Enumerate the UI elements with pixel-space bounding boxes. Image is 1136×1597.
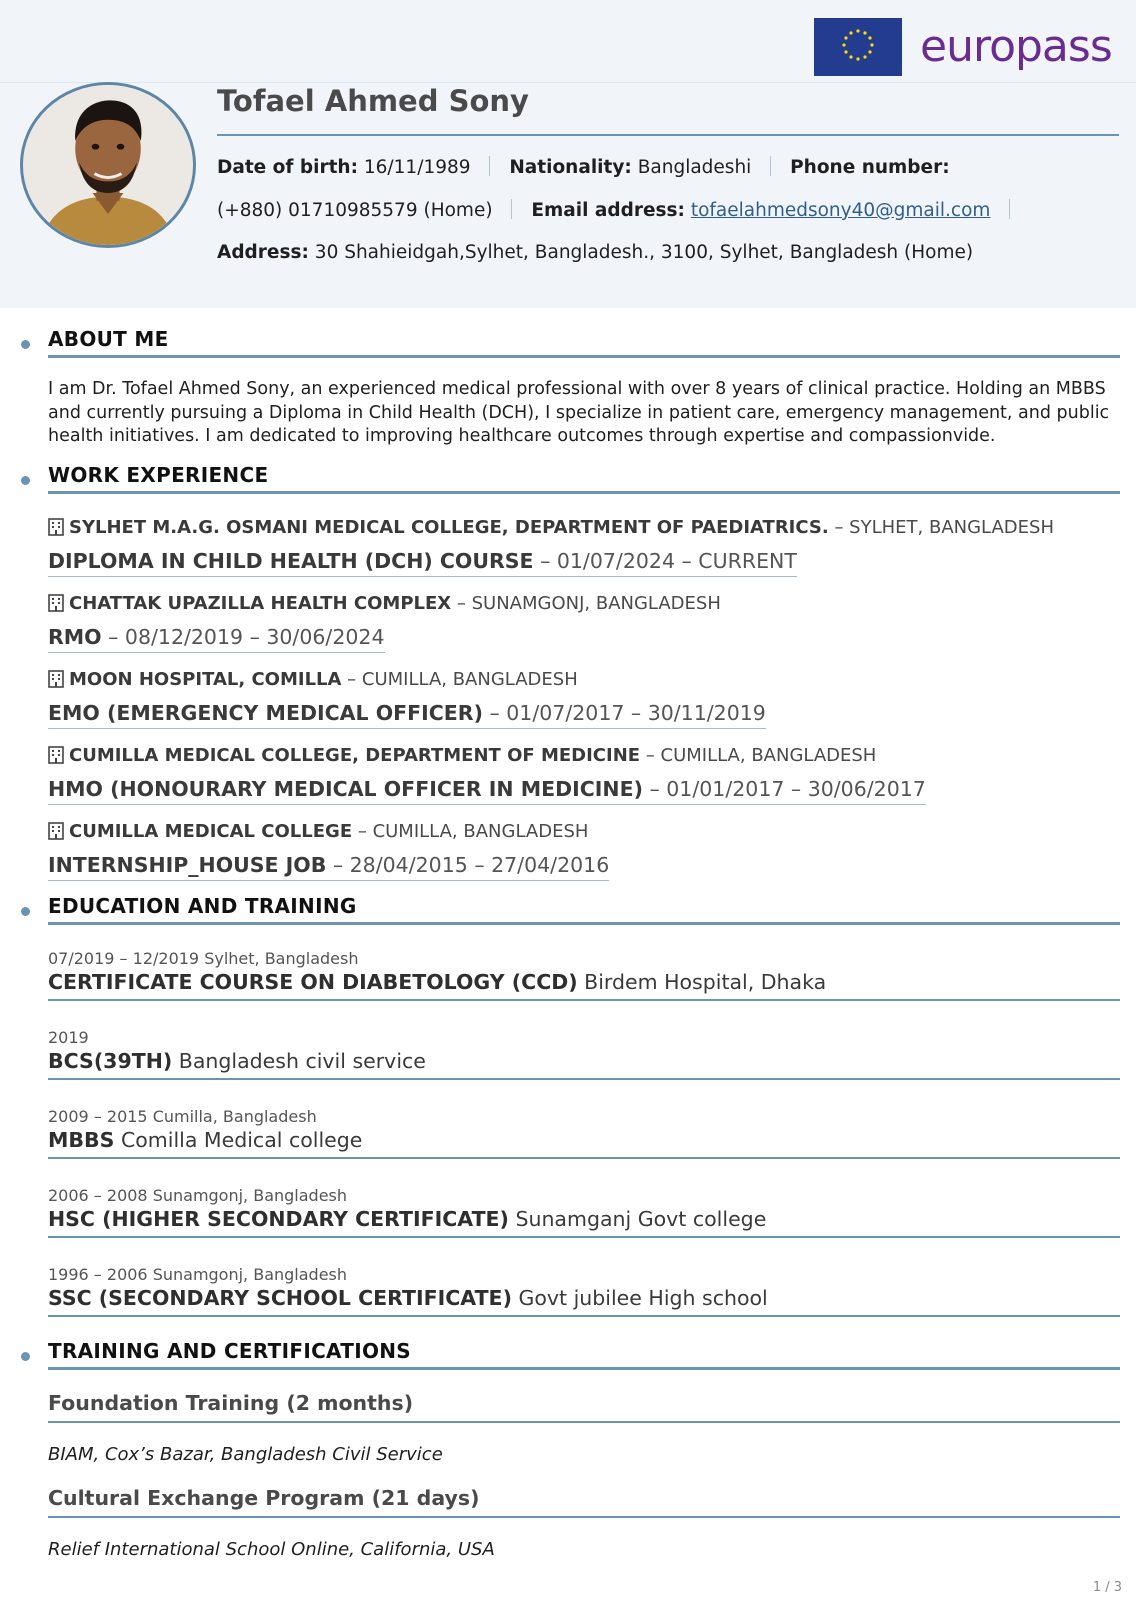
section-bullet xyxy=(21,476,30,485)
degree: CERTIFICATE COURSE ON DIABETOLOGY (CCD) xyxy=(48,970,578,994)
job-employer xyxy=(48,821,588,842)
degree: MBBS xyxy=(48,1128,115,1152)
about-rule xyxy=(48,355,1120,358)
about-title: ABOUT ME xyxy=(48,327,169,351)
role-title: HMO (HONOURARY MEDICAL OFFICER IN MEDICINE) xyxy=(48,777,643,801)
training-name: Cultural Exchange Program (21 days) xyxy=(48,1486,480,1510)
job-employer xyxy=(48,745,876,766)
name-divider xyxy=(217,134,1119,136)
header-divider xyxy=(0,82,1136,83)
europass-logo: europass xyxy=(920,21,1112,72)
building-icon xyxy=(48,822,64,840)
employer-name: SYLHET M.A.G. OSMANI MEDICAL COLLEGE, DEPARTMENT OF PAEDIATRICS. xyxy=(69,517,829,538)
employer-location: – SUNAMGONJ, BANGLADESH xyxy=(451,593,721,614)
address-value: 30 Shahieidgah,Sylhet, Bangladesh., 3100, Sylhet, Bangladesh (Home) xyxy=(314,242,974,263)
role-title: RMO xyxy=(48,625,102,649)
education-date: 2009 – 2015 Cumilla, Bangladesh xyxy=(48,1107,317,1126)
employer-name: MOON HOSPITAL, COMILLA xyxy=(69,669,342,690)
education-rule xyxy=(48,999,1120,1001)
page-number: 1 / 3 xyxy=(1092,1580,1122,1595)
work-title: WORK EXPERIENCE xyxy=(48,463,269,487)
role-dates: – 28/04/2015 – 27/04/2016 xyxy=(326,853,610,877)
dob-value: 16/11/1989 xyxy=(363,157,471,178)
training-name: Foundation Training (2 months) xyxy=(48,1391,414,1415)
employer-location: – CUMILLA, BANGLADESH xyxy=(640,745,877,766)
person-name: Tofael Ahmed Sony xyxy=(217,84,529,118)
training-org: Relief International School Online, California, USA xyxy=(48,1539,495,1560)
separator xyxy=(511,199,512,219)
education-rule xyxy=(48,1157,1120,1159)
employer-name: CHATTAK UPAZILLA HEALTH COMPLEX xyxy=(69,593,452,614)
education-rule xyxy=(48,1315,1120,1317)
education-rule xyxy=(48,1236,1120,1238)
education-entry xyxy=(48,1286,768,1310)
education-rule xyxy=(48,1078,1120,1080)
education-entry xyxy=(48,1049,426,1073)
building-icon xyxy=(48,670,64,688)
job-role xyxy=(48,625,385,653)
role-dates: – 08/12/2019 – 30/06/2024 xyxy=(101,625,385,649)
separator xyxy=(1009,199,1010,219)
contact-line-3 xyxy=(217,242,973,263)
phone-value: (+880) 01710985579 (Home) xyxy=(217,200,493,221)
education-entry xyxy=(48,1207,766,1231)
role-title: DIPLOMA IN CHILD HEALTH (DCH) COURSE xyxy=(48,549,534,573)
building-icon xyxy=(48,518,64,536)
education-entry xyxy=(48,1128,362,1152)
employer-location: – SYLHET, BANGLADESH xyxy=(828,517,1054,538)
education-date: 2006 – 2008 Sunamgonj, Bangladesh xyxy=(48,1186,348,1205)
employer-name: CUMILLA MEDICAL COLLEGE, DEPARTMENT OF MEDICINE xyxy=(69,745,641,766)
training-org: BIAM, Cox’s Bazar, Bangladesh Civil Service xyxy=(48,1444,443,1465)
degree: BCS(39TH) xyxy=(48,1049,173,1073)
education-rule xyxy=(48,922,1120,925)
institution: Govt jubilee High school xyxy=(511,1286,768,1310)
job-employer xyxy=(48,517,1054,538)
training-rule xyxy=(48,1516,1120,1518)
degree: SSC (SECONDARY SCHOOL CERTIFICATE) xyxy=(48,1286,512,1310)
education-date: 1996 – 2006 Sunamgonj, Bangladesh xyxy=(48,1265,348,1284)
role-title: INTERNSHIP_HOUSE JOB xyxy=(48,853,327,877)
phone-label: Phone number: xyxy=(790,157,950,178)
contact-line-1 xyxy=(217,156,950,178)
employer-location: – CUMILLA, BANGLADESH xyxy=(341,669,578,690)
section-bullet xyxy=(21,1352,30,1361)
contact-line-2 xyxy=(217,199,1023,221)
role-dates: – 01/07/2017 – 30/11/2019 xyxy=(482,701,766,725)
job-employer xyxy=(48,669,578,690)
employer-name: CUMILLA MEDICAL COLLEGE xyxy=(69,821,353,842)
section-bullet xyxy=(21,340,30,349)
separator xyxy=(489,156,490,176)
job-role xyxy=(48,549,797,577)
building-icon xyxy=(48,594,64,612)
institution: Bangladesh civil service xyxy=(172,1049,426,1073)
institution: Birdem Hospital, Dhaka xyxy=(577,970,827,994)
work-rule xyxy=(48,491,1120,494)
degree: HSC (HIGHER SECONDARY CERTIFICATE) xyxy=(48,1207,509,1231)
education-entry xyxy=(48,970,826,994)
training-title: TRAINING AND CERTIFICATIONS xyxy=(48,1339,412,1363)
training-rule xyxy=(48,1421,1120,1423)
role-dates: – 01/07/2024 – CURRENT xyxy=(533,549,797,573)
role-title: EMO (EMERGENCY MEDICAL OFFICER) xyxy=(48,701,483,725)
separator xyxy=(770,156,771,176)
building-icon xyxy=(48,746,64,764)
job-role xyxy=(48,853,609,881)
about-text: I am Dr. Tofael Ahmed Sony, an experienced medical professional with over 8 years of clinical practice. Holding an MBBS and currently pursuing a Diploma in Child Health (DCH), I specialize in patient care, emergency management, and public health initiatives. I am dedicated to improving healthcare outcomes through expertise and compassionvide. xyxy=(48,379,1110,446)
role-dates: – 01/01/2017 – 30/06/2017 xyxy=(642,777,926,801)
avatar xyxy=(20,82,196,248)
job-employer xyxy=(48,593,721,614)
job-role xyxy=(48,777,926,805)
email-link[interactable]: tofaelahmedsony40@gmail.com xyxy=(690,200,991,221)
institution: Sunamganj Govt college xyxy=(508,1207,767,1231)
education-title: EDUCATION AND TRAINING xyxy=(48,894,357,918)
address-label: Address: xyxy=(217,242,309,263)
nationality-value: Bangladeshi xyxy=(637,157,752,178)
job-role xyxy=(48,701,766,729)
nationality-label: Nationality: xyxy=(509,157,632,178)
email-label: Email address: xyxy=(531,200,685,221)
eu-flag-icon xyxy=(814,18,902,76)
education-date: 07/2019 – 12/2019 Sylhet, Bangladesh xyxy=(48,949,359,968)
education-date: 2019 xyxy=(48,1028,89,1047)
section-bullet xyxy=(21,907,30,916)
training-rule xyxy=(48,1367,1120,1370)
dob-label: Date of birth: xyxy=(217,157,358,178)
employer-location: – CUMILLA, BANGLADESH xyxy=(352,821,589,842)
institution: Comilla Medical college xyxy=(114,1128,363,1152)
